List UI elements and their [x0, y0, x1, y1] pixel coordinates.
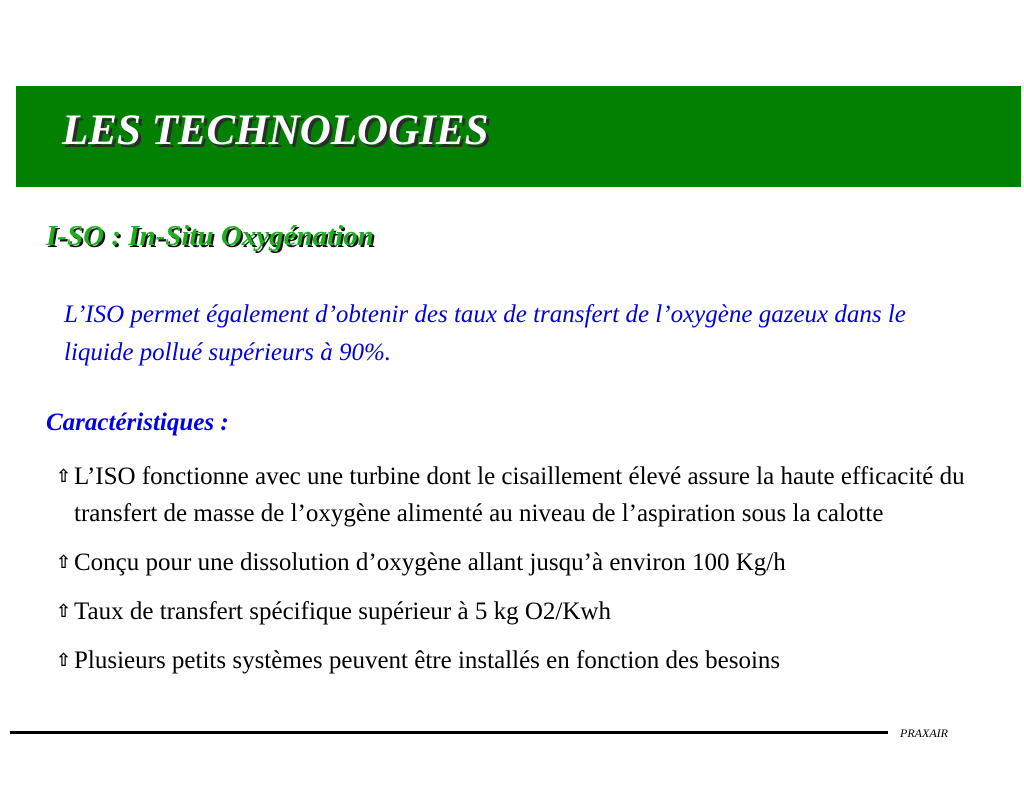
feature-text: Taux de transfert spécifique supérieur à 5 kg O2/Kwh [74, 598, 611, 625]
feature-text: L’ISO fonctionne avec une turbine dont le cisaillement élevé assure la haute efficacité du transfert de masse de l’oxygène alimenté au niveau de l’aspiration sous la calotte [74, 463, 965, 527]
up-arrow-icon: ⇧ [56, 552, 72, 573]
up-arrow-icon: ⇧ [56, 650, 72, 671]
up-arrow-icon: ⇧ [56, 601, 72, 622]
section-subtitle: I-SO : In-Situ Oxygénation [46, 220, 374, 252]
feature-text: Conçu pour une dissolution d’oxygène allant jusqu’à environ 100 Kg/h [74, 549, 786, 576]
list-item [52, 593, 997, 630]
list-item [52, 544, 997, 581]
features-heading: Caractéristiques : [46, 409, 229, 436]
footer-divider [10, 731, 888, 734]
features-list [52, 458, 997, 691]
up-arrow-icon: ⇧ [56, 466, 72, 487]
page-title: LES TECHNOLOGIES [62, 107, 489, 154]
list-item [52, 458, 997, 532]
feature-text: Plusieurs petits systèmes peuvent être installés en fonction des besoins [74, 647, 781, 674]
title-banner [16, 86, 1021, 187]
footer-brand-label: PRAXAIR [900, 726, 948, 740]
intro-paragraph: L’ISO permet également d’obtenir des taux de transfert de l’oxygène gazeux dans le liquide pollué supérieurs à 90%. [64, 301, 906, 366]
list-item [52, 642, 997, 679]
